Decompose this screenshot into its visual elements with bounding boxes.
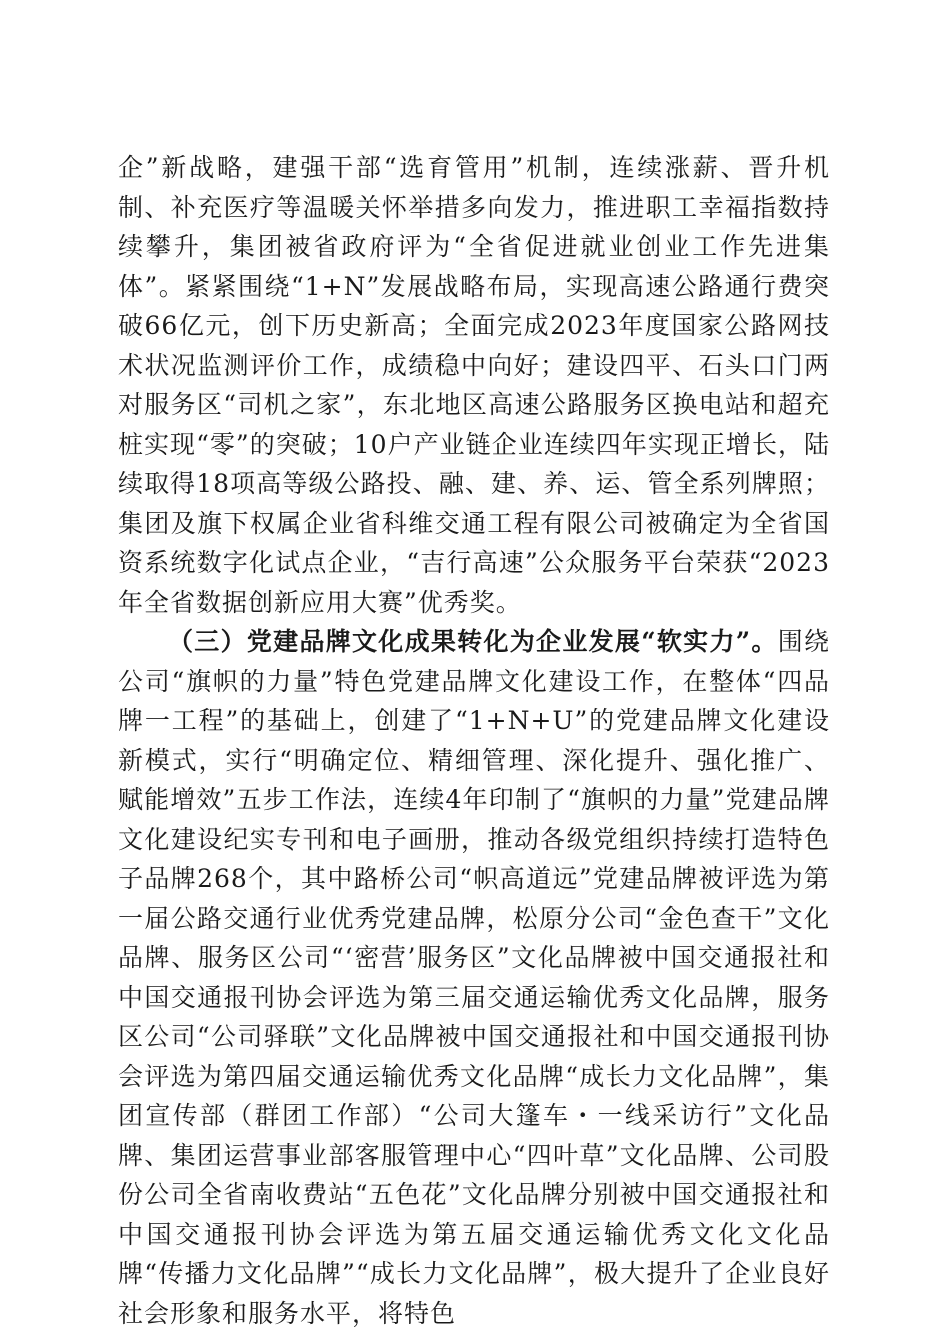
paragraph-party-brand: [118, 622, 830, 1333]
paragraph-text: 企”新战略，建强干部“选育管用”机制，连续涨薪、晋升机制、补充医疗等温暖关怀举措多向发力，推进职工幸福指数持续攀升，集团被省政府评为“全省促进就业创业工作先进集体”。紧紧围绕“1+N”发展战略布局，实现高速公路通行费突破66亿元，创下历史新高；全面完成2023年度国家公路网技术状况监测评价工作，成绩稳中向好；建设四平、石头口门两对服务区“司机之家”，东北地区高速公路服务区换电站和超充桩实现“零”的突破；10户产业链企业连续四年实现正增长，陆续取得18项高等级公路投、融、建、养、运、管全系列牌照；集团及旗下权属企业省科维交通工程有限公司被确定为全省国资系统数字化试点企业，“吉行高速”公众服务平台荣获“2023年全省数据创新应用大赛”优秀奖。: [118, 153, 830, 617]
section-heading: （三）党建品牌文化成果转化为企业发展“软实力”。: [168, 627, 778, 656]
document-body: [118, 148, 830, 1333]
paragraph-text: 围绕公司“旗帜的力量”特色党建品牌文化建设工作，在整体“四品牌一工程”的基础上，创建了“1+N+U”的党建品牌文化建设新模式，实行“明确定位、精细管理、深化提升、强化推广、赋能增效”五步工作法，连续4年印制了“旗帜的力量”党建品牌文化建设纪实专刊和电子画册，推动各级党组织持续打造特色子品牌268个，其中路桥公司“帜高道远”党建品牌被评选为第一届公路交通行业优秀党建品牌，松原分公司“金色查干”文化品牌、服务区公司“‘密营’服务区”文化品牌被中国交通报社和中国交通报刊协会评选为第三届交通运输优秀文化品牌，服务区公司“公司驿联”文化品牌被中国交通报社和中国交通报刊协会评选为第四届交通运输优秀文化品牌“成长力文化品牌”，集团宣传部（群团工作部）“公司大篷车・一线采访行”文化品牌、集团运营事业部客服管理中心“四叶草”文化品牌、公司股份公司全省南收费站“五色花”文化品牌分别被中国交通报社和中国交通报刊协会评选为第五届交通运输优秀文化文化品牌“传播力文化品牌”“成长力文化品牌”，极大提升了企业良好社会形象和服务水平，将特色: [118, 627, 830, 1328]
paragraph-continuation: [118, 148, 830, 622]
